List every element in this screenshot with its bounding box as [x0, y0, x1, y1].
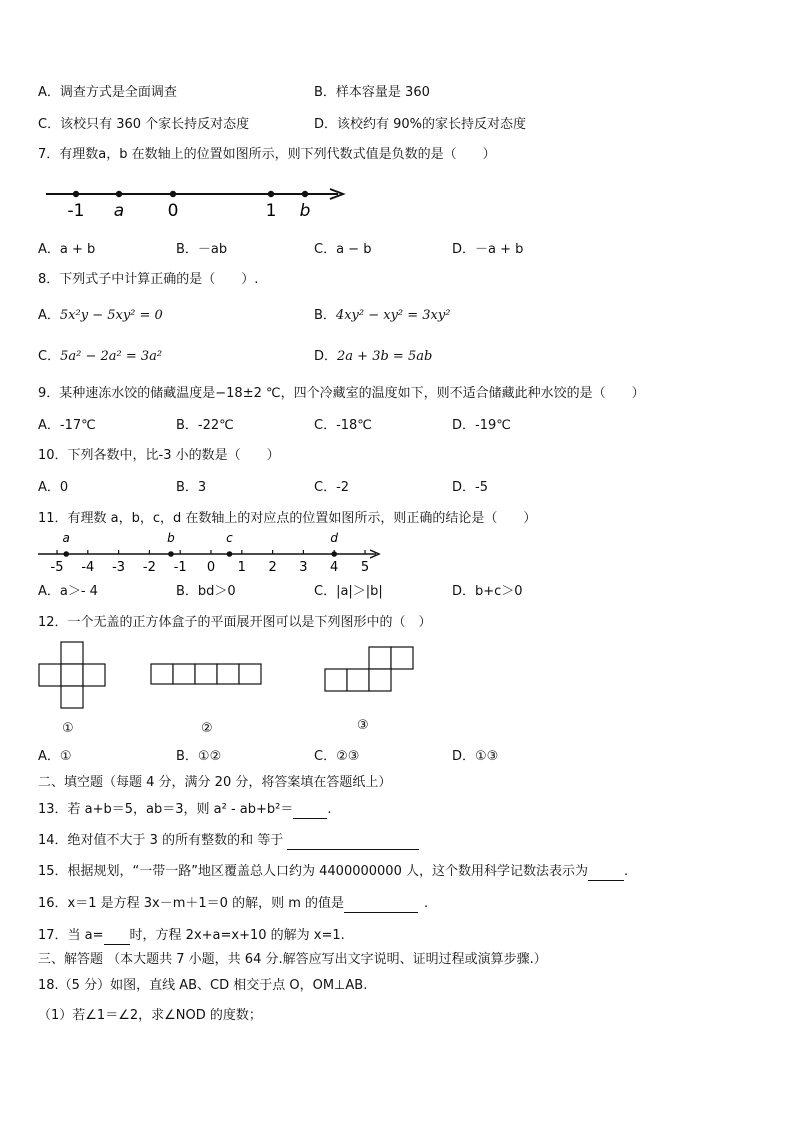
- q17: [38, 927, 345, 945]
- q10-option-d: D．-5: [452, 480, 488, 495]
- q11-tick-label: -5: [50, 560, 64, 574]
- q6-option-b: B．样本容量是 360: [314, 85, 430, 100]
- q7-axis-point: [73, 191, 79, 197]
- q17-text: 17．当 a=: [38, 928, 104, 943]
- q11-point-label-d: d: [330, 531, 339, 545]
- q7-number-line: [38, 180, 358, 224]
- q11-tick-label: 3: [299, 560, 308, 574]
- q12-option-d: D．①③: [452, 749, 499, 764]
- q12-fig-label-2: ②: [201, 721, 213, 736]
- q11-tick-label: 0: [206, 560, 216, 574]
- q13: [38, 801, 332, 819]
- q11-point-label-b: b: [167, 531, 175, 545]
- q8-option-a: [38, 307, 163, 325]
- q16-end: .: [424, 896, 429, 911]
- q12-cube-nets: [36, 640, 436, 740]
- q8-option-d: [314, 348, 432, 366]
- q9-stem: 9．某种速冻水饺的储藏温度是−18±2 ℃，四个冷藏室的温度如下，则不适合储藏此种水饺的是（ ）: [38, 386, 645, 401]
- q9-option-a: A．-17℃: [38, 418, 96, 433]
- q11-option-b: B．bd＞0: [176, 584, 236, 599]
- section-2-heading: 二、填空题（每题 4 分，满分 20 分，将答案填在答题纸上）: [38, 775, 392, 790]
- q8-option-b: [314, 307, 450, 325]
- q8-option-c: [38, 348, 162, 366]
- cube-net-2: [151, 664, 261, 684]
- q13-text: 13．若 a+b＝5，ab＝3，则 a² - ab+b²＝: [38, 802, 294, 817]
- q8-option-d-label: D．: [314, 349, 338, 364]
- q16-blank[interactable]: [344, 898, 418, 913]
- q11-point-d: [331, 551, 337, 557]
- q12-fig-label-3: ③: [357, 718, 369, 733]
- q12-stem: 12．一个无盖的正方体盒子的平面展开图可以是下列图形中的（ ）: [38, 615, 432, 630]
- q12-option-b: B．①②: [176, 749, 222, 764]
- q7-axis-label: 0: [167, 201, 179, 221]
- q8-option-a-label: A．: [38, 308, 60, 323]
- cube-net-3: [325, 647, 413, 691]
- q15: [38, 863, 628, 881]
- q11-point-label-c: c: [226, 531, 233, 545]
- q12-option-a: A．①: [38, 749, 72, 764]
- q11-tick-label: 2: [268, 560, 277, 574]
- q11-stem: 11．有理数 a，b，c，d 在数轴上的对应点的位置如图所示，则正确的结论是（ ）: [38, 511, 537, 526]
- q11-tick-label: -1: [173, 560, 187, 574]
- q6-option-c: C．该校只有 360 个家长持反对态度: [38, 117, 250, 132]
- q8-option-b-label: B．: [314, 308, 336, 323]
- q9-option-b: B．-22℃: [176, 418, 234, 433]
- q17-text-end: 时，方程 2x+a=x+10 的解为 x=1.: [129, 928, 345, 943]
- q11-point-label-a: a: [62, 531, 70, 545]
- q8-option-c-label: C．: [38, 349, 61, 364]
- q16: [38, 895, 428, 913]
- q8-stem: 8．下列式子中计算正确的是（ ）.: [38, 272, 259, 287]
- q17-blank[interactable]: [104, 930, 130, 945]
- q11-tick-label: 4: [330, 560, 339, 574]
- cube-net-1: [39, 642, 105, 708]
- q13-blank[interactable]: [293, 804, 327, 819]
- q11-option-c: C．|a|＞|b|: [314, 584, 383, 599]
- q15-blank[interactable]: [588, 866, 624, 881]
- q11-tick-label: -2: [142, 560, 156, 574]
- q10-option-c: C．-2: [314, 480, 350, 495]
- q9-option-c: C．-18℃: [314, 418, 372, 433]
- q7-option-c: C．a − b: [314, 242, 372, 257]
- q11-option-a: A．a＞- 4: [38, 584, 98, 599]
- q7-stem: 7．有理数a，b 在数轴上的位置如图所示，则下列代数式值是负数的是（ ）: [38, 147, 496, 162]
- section-3-heading: 三、解答题 （本大题共 7 小题，共 64 分.解答应写出文字说明、证明过程或演算步骤.）: [38, 952, 547, 967]
- q14-blank[interactable]: [287, 835, 419, 850]
- q11-point-c: [227, 551, 233, 557]
- q11-option-d: D．b+c＞0: [452, 584, 523, 599]
- q11-tick-label: 5: [360, 560, 370, 574]
- q7-option-a: A．a + b: [38, 242, 96, 257]
- q7-axis-point: [116, 191, 122, 197]
- q11-tick-label: 1: [237, 560, 246, 574]
- q7-option-d: D．－a + b: [452, 242, 524, 257]
- q7-axis-label: 1: [265, 201, 277, 221]
- q14-text: 14．绝对值不大于 3 的所有整数的和 等于: [38, 833, 284, 848]
- q18-stem: 18.（5 分）如图，直线 AB、CD 相交于点 O，OM⊥AB.: [38, 978, 368, 993]
- q6-option-d: D．该校约有 90%的家长持反对态度: [314, 117, 527, 132]
- q13-end: .: [327, 802, 332, 817]
- q7-axis-label: b: [299, 201, 311, 221]
- q11-number-line: [36, 530, 396, 574]
- q7-axis-label: -1: [67, 201, 85, 221]
- q6-option-a: A．调查方式是全面调查: [38, 85, 177, 100]
- q7-axis-point: [302, 191, 308, 197]
- q9-option-d: D．-19℃: [452, 418, 511, 433]
- q10-option-b: B．3: [176, 480, 207, 495]
- q8-option-d-expr: 2a + 3b = 5ab: [337, 349, 433, 364]
- q16-text: 16．x＝1 是方程 3x－m＋1＝0 的解，则 m 的值是: [38, 896, 345, 911]
- q7-axis-label: a: [113, 201, 125, 221]
- q11-point-a: [63, 551, 69, 557]
- q8-option-a-expr: 5x²y − 5xy² = 0: [59, 308, 163, 323]
- q7-axis-point: [170, 191, 176, 197]
- q18-part-1: （1）若∠1＝∠2，求∠NOD 的度数；: [38, 1008, 262, 1023]
- q15-end: .: [624, 864, 629, 879]
- q11-tick-label: -3: [112, 560, 126, 574]
- q7-axis-point: [268, 191, 274, 197]
- q14: [38, 832, 419, 850]
- q7-option-b: B．－ab: [176, 242, 228, 257]
- q10-stem: 10．下列各数中，比-3 小的数是（ ）: [38, 448, 280, 463]
- q11-tick-label: -4: [81, 560, 95, 574]
- q8-option-c-expr: 5a² − 2a² = 3a²: [60, 349, 163, 364]
- q11-point-b: [168, 551, 174, 557]
- q12-option-c: C．②③: [314, 749, 360, 764]
- q12-fig-label-1: ①: [62, 721, 74, 736]
- q10-option-a: A．0: [38, 480, 69, 495]
- q15-text: 15．根据规划，“一带一路”地区覆盖总人口约为 4400000000 人，这个数用科学记数法表示为: [38, 864, 588, 879]
- q8-option-b-expr: 4xy² − xy² = 3xy²: [335, 308, 451, 323]
